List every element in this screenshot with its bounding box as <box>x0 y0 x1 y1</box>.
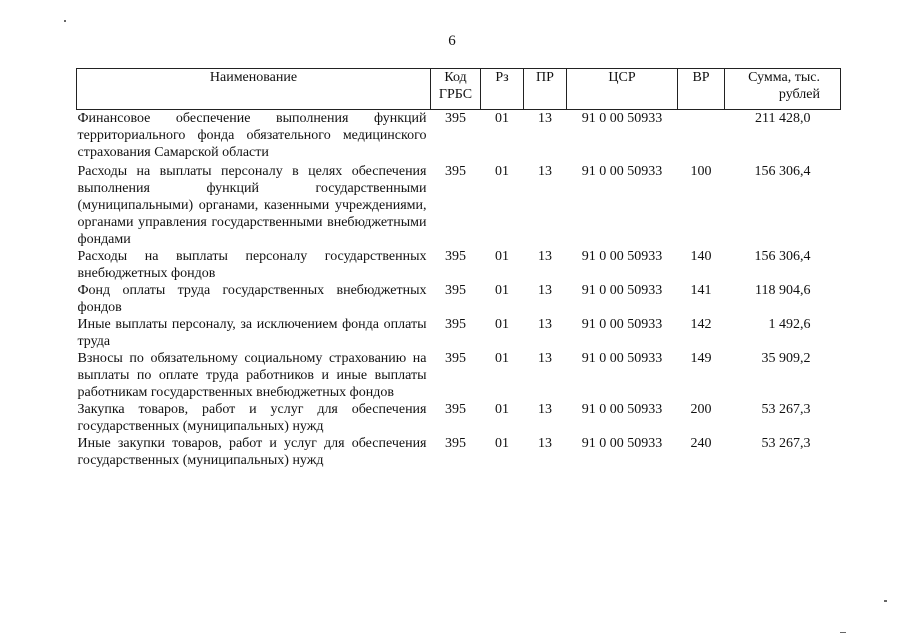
row-grbs: 395 <box>445 111 466 126</box>
row-sum: 118 904,6 <box>755 283 811 298</box>
row-rz: 01 <box>495 436 509 451</box>
header-sum: Сумма, тыс. рублей <box>725 69 841 110</box>
row-grbs: 395 <box>445 351 466 366</box>
row-name: Фонд оплаты труда государственных внебюджетных фондов <box>77 283 427 315</box>
row-name: Закупка товаров, работ и услуг для обеспечения государственных (муниципальных) нужд <box>77 402 427 434</box>
row-vr: 140 <box>690 249 712 264</box>
row-name: Взносы по обязательному социальному страхованию на выплаты по оплате труда работников и иные выплаты работникам государственных внебюджетных фондов <box>77 351 427 400</box>
row-csr: 91 0 00 50933 <box>581 164 663 179</box>
row-grbs: 395 <box>445 283 466 298</box>
row-sum: 211 428,0 <box>755 111 811 126</box>
row-csr: 91 0 00 50933 <box>581 283 663 298</box>
row-csr: 91 0 00 50933 <box>581 351 663 366</box>
table-row <box>77 110 841 164</box>
row-vr: 240 <box>690 436 712 451</box>
row-rz: 01 <box>495 317 509 332</box>
row-pr: 13 <box>538 436 552 451</box>
row-vr: 149 <box>690 351 712 366</box>
header-grbs: Код ГРБС <box>431 69 481 110</box>
header-name: Наименование <box>77 69 431 110</box>
row-grbs: 395 <box>445 436 466 451</box>
row-vr <box>678 110 725 164</box>
row-grbs: 395 <box>445 164 466 179</box>
row-grbs: 395 <box>445 249 466 264</box>
row-csr: 91 0 00 50933 <box>581 402 663 417</box>
row-name: Расходы на выплаты персоналу в целях обеспечения выполнения функций государственными (муниципальными) органами, казенными учреждениями, органами управления государственными внебюджетными фондами <box>77 164 427 247</box>
header-vr: ВР <box>678 69 725 110</box>
row-sum: 1 492,6 <box>768 317 811 332</box>
header-csr: ЦСР <box>567 69 678 110</box>
page-number: 6 <box>448 33 456 49</box>
row-pr: 13 <box>538 402 552 417</box>
table-header-row <box>77 69 841 110</box>
table-row <box>77 435 841 469</box>
row-pr: 13 <box>538 164 552 179</box>
row-sum: 53 267,3 <box>761 436 811 451</box>
row-grbs: 395 <box>445 402 466 417</box>
row-csr: 91 0 00 50933 <box>581 249 663 264</box>
row-rz: 01 <box>495 164 509 179</box>
header-pr: ПР <box>524 69 567 110</box>
row-csr: 91 0 00 50933 <box>581 317 663 332</box>
row-vr: 100 <box>690 164 712 179</box>
row-sum: 35 909,2 <box>761 351 811 366</box>
row-name: Иные закупки товаров, работ и услуг для обеспечения государственных (муниципальных) нужд <box>77 436 427 468</box>
row-sum: 53 267,3 <box>761 402 811 417</box>
table-row <box>77 401 841 435</box>
row-sum: 156 306,4 <box>754 249 811 264</box>
row-pr: 13 <box>538 351 552 366</box>
scan-speck <box>884 600 887 602</box>
header-rz: Рз <box>481 69 524 110</box>
row-vr: 200 <box>690 402 712 417</box>
table-row <box>77 316 841 350</box>
row-name: Расходы на выплаты персоналу государственных внебюджетных фондов <box>77 249 427 281</box>
row-vr: 141 <box>690 283 712 298</box>
scan-speck <box>64 20 66 22</box>
table-row <box>77 248 841 282</box>
budget-table <box>76 68 841 469</box>
row-pr: 13 <box>538 111 552 126</box>
row-rz: 01 <box>495 402 509 417</box>
row-csr: 91 0 00 50933 <box>581 111 663 126</box>
row-pr: 13 <box>538 249 552 264</box>
table-row <box>77 282 841 316</box>
table-row <box>77 350 841 401</box>
row-name: Иные выплаты персоналу, за исключением фонда оплаты труда <box>77 317 427 349</box>
row-rz: 01 <box>495 111 509 126</box>
row-pr: 13 <box>538 283 552 298</box>
table-row <box>77 163 841 248</box>
row-sum: 156 306,4 <box>754 164 811 179</box>
row-grbs: 395 <box>445 317 466 332</box>
row-rz: 01 <box>495 249 509 264</box>
row-csr: 91 0 00 50933 <box>581 436 663 451</box>
row-vr: 142 <box>690 317 712 332</box>
scan-speck <box>840 632 846 633</box>
row-rz: 01 <box>495 283 509 298</box>
row-name: Финансовое обеспечение выполнения функций территориального фонда обязательного медицинского страхования Самарской области <box>77 111 427 160</box>
row-rz: 01 <box>495 351 509 366</box>
row-pr: 13 <box>538 317 552 332</box>
